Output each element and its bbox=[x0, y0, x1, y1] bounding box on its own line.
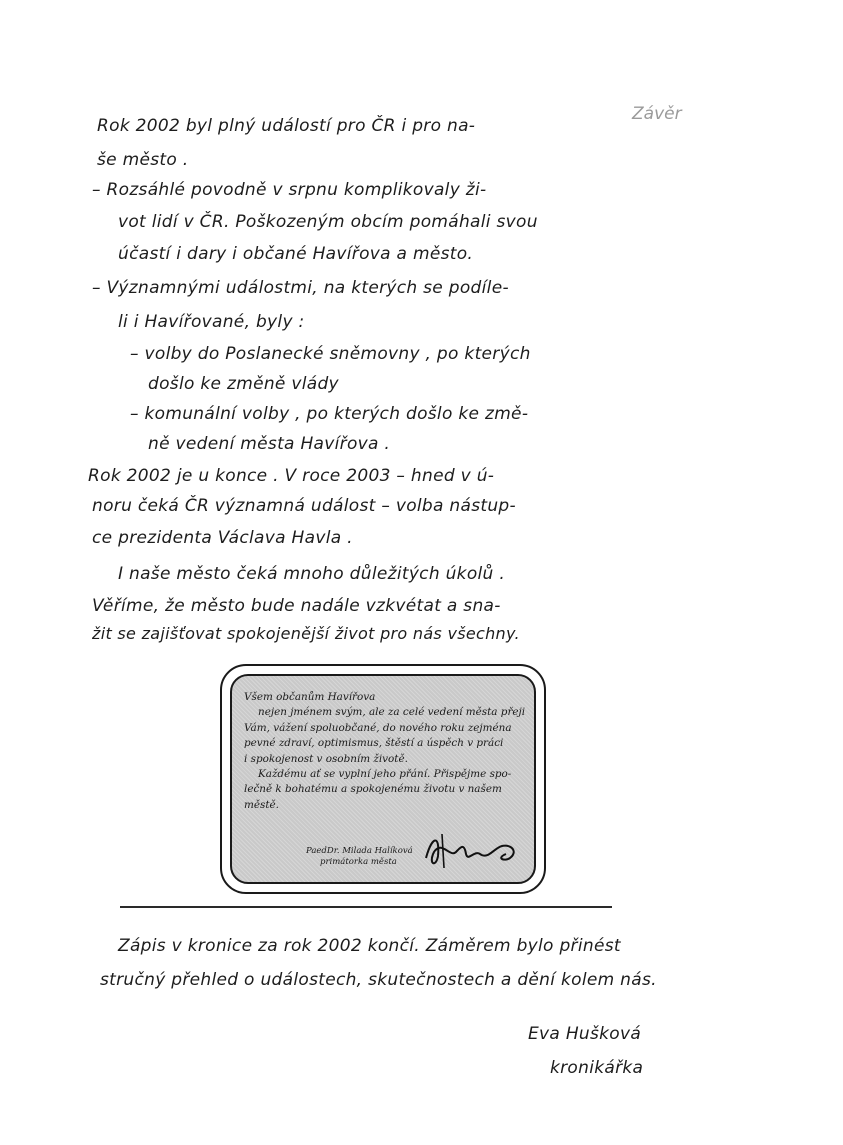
divider-rule bbox=[120, 906, 612, 908]
body-line: – komunální volby , po kterých došlo ke změ- bbox=[130, 404, 529, 424]
greeting-card bbox=[220, 664, 546, 894]
greeting-line: pevné zdraví, optimismus, štěstí a úspěch v práci bbox=[244, 737, 504, 750]
body-line: – Významnými událostmi, na kterých se podíle- bbox=[92, 278, 509, 298]
closing-line: stručný přehled o událostech, skutečnostech a dění kolem nás. bbox=[100, 970, 657, 990]
closing-line: Zápis v kronice za rok 2002 končí. Záměrem bylo přinést bbox=[118, 936, 621, 956]
body-line: Rok 2002 byl plný událostí pro ČR i pro na- bbox=[97, 116, 476, 136]
body-line: ně vedení města Havířova . bbox=[148, 434, 391, 454]
body-line: – Rozsáhlé povodně v srpnu komplikovaly ži- bbox=[92, 180, 487, 200]
greeting-line: Vám, vážení spoluobčané, do nového roku zejména bbox=[244, 721, 512, 734]
signature-mark bbox=[420, 828, 530, 872]
greeting-line: Všem občanům Havířova bbox=[244, 691, 376, 703]
greeting-card-panel bbox=[230, 674, 536, 884]
body-line: došlo ke změně vlády bbox=[148, 374, 339, 394]
body-line: I naše město čeká mnoho důležitých úkolů . bbox=[118, 564, 506, 584]
greeting-line: i spokojenost v osobním životě. bbox=[244, 752, 408, 765]
greeting-text bbox=[244, 690, 536, 813]
greeting-line: Každému ať se vyplní jeho přání. Přispějme spo- bbox=[258, 768, 512, 781]
pencil-note: Závěr bbox=[632, 104, 682, 124]
body-line: Rok 2002 je u konce . V roce 2003 – hned v ú- bbox=[88, 466, 495, 486]
body-line: li i Havířované, byly : bbox=[118, 312, 305, 332]
author-role: kronikářka bbox=[550, 1058, 644, 1078]
greeting-line: lečně k bohatému a spokojenému životu v našem bbox=[244, 783, 502, 796]
signer-name: PaedDr. Milada Halíková bbox=[306, 846, 413, 856]
body-line: še město . bbox=[97, 150, 189, 170]
body-line: noru čeká ČR významná událost – volba nástup- bbox=[92, 496, 516, 516]
greeting-line: nejen jménem svým, ale za celé vedení města přeji bbox=[258, 706, 526, 719]
author-name: Eva Hušková bbox=[528, 1024, 642, 1044]
body-line: ce prezidenta Václava Havla . bbox=[92, 528, 353, 548]
body-line: vot lidí v ČR. Poškozeným obcím pomáhali svou bbox=[118, 212, 538, 232]
body-line: Věříme, že město bude nadále vzkvétat a sna- bbox=[92, 596, 501, 616]
body-line: žit se zajišťovat spokojenější život pro nás všechny. bbox=[92, 624, 520, 643]
body-line: účastí i dary i občané Havířova a město. bbox=[118, 244, 474, 264]
signer-role: primátorka města bbox=[320, 857, 397, 867]
greeting-line: městě. bbox=[244, 798, 279, 811]
body-line: – volby do Poslanecké sněmovny , po kterých bbox=[130, 344, 531, 364]
